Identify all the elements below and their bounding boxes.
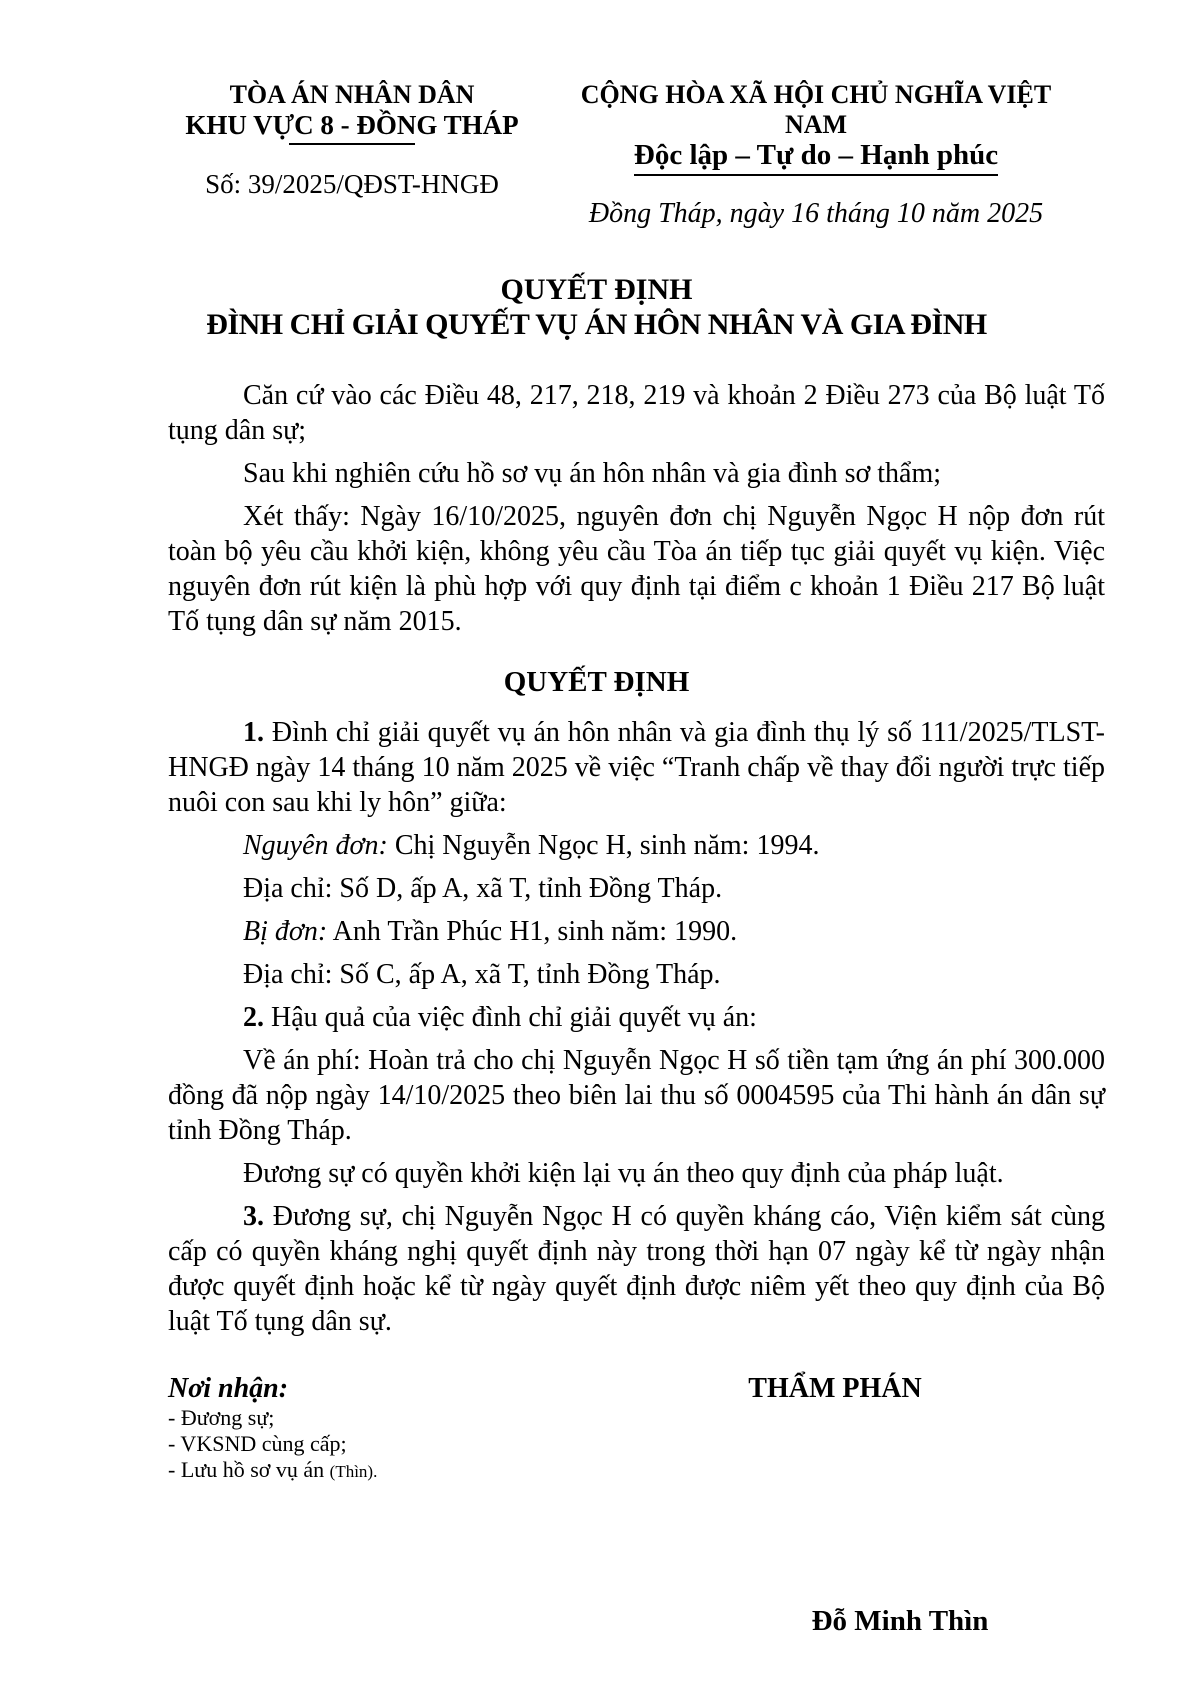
defendant-address-line: Địa chỉ: Số C, ấp A, xã T, tỉnh Đồng Tháp.	[243, 959, 721, 990]
national-motto	[560, 140, 1072, 176]
document-title	[168, 272, 1105, 342]
decision-heading: QUYẾT ĐỊNH	[503, 666, 690, 698]
section-2-text: Hậu quả của việc đình chỉ giải quyết vụ án:	[264, 1002, 757, 1033]
preamble-paragraph-case-review: Sau khi nghiên cứu hồ sơ vụ án hôn nhân và gia đình sơ thẩm;	[243, 458, 942, 489]
recipients-label: Nơi nhận:	[168, 1373, 289, 1404]
plaintiff-label: Nguyên đơn:	[243, 830, 388, 861]
defendant-value: Anh Trần Phúc H1, sinh năm: 1990.	[327, 916, 738, 947]
judge-title: THẨM PHÁN	[748, 1373, 922, 1404]
issuing-authority-block	[168, 80, 536, 230]
document-number: Số: 39/2025/QĐST-HNGĐ	[205, 169, 499, 199]
recipient-item-text: - Lưu hồ sơ vụ án	[168, 1457, 330, 1482]
plaintiff-line	[168, 828, 1105, 863]
national-header-block	[560, 80, 1072, 230]
section-3-paragraph	[168, 1199, 1105, 1339]
section-2-paragraph	[168, 1000, 1105, 1035]
signature-block	[635, 1373, 1035, 1638]
judge-name: Đỗ Minh Thìn	[811, 1605, 989, 1637]
recipient-item-note: (Thìn).	[329, 1462, 378, 1481]
recipients-block	[168, 1373, 628, 1638]
court-name-line1: TÒA ÁN NHÂN DÂN	[229, 80, 475, 109]
defendant-label: Bị đơn:	[243, 916, 328, 947]
document-content	[168, 80, 1105, 1638]
defendant-line	[168, 914, 1105, 949]
section-1-text: Đình chỉ giải quyết vụ án hôn nhân và gia đình thụ lý số 111/2025/TLST-HNGĐ ngày 14 tháng 10 năm 2025 về việc “Tranh chấp về thay đổi người trực tiếp nuôi con sau khi ly hôn” giữa:	[168, 717, 1105, 818]
place-date-line: Đồng Tháp, ngày 16 tháng 10 năm 2025	[588, 198, 1044, 229]
title-line1: QUYẾT ĐỊNH	[500, 273, 693, 306]
document-header	[168, 80, 1105, 230]
document-footer	[168, 1373, 1105, 1638]
header-divider-rule	[289, 143, 415, 145]
plaintiff-value: Chị Nguyễn Ngọc H, sinh năm: 1994.	[387, 830, 820, 861]
section-3-text: Đương sự, chị Nguyễn Ngọc H có quyền kháng cáo, Viện kiểm sát cùng cấp có quyền kháng nghị quyết định này trong thời hạn 07 ngày kể từ ngày nhận được quyết định hoặc kể từ ngày quyết định được niêm yết theo quy định của Bộ luật Tố tụng dân sự.	[168, 1201, 1105, 1337]
section-1-paragraph	[168, 715, 1105, 820]
preamble-paragraph-findings: Xét thấy: Ngày 16/10/2025, nguyên đơn chị Nguyễn Ngọc H nộp đơn rút toàn bộ yêu cầu khởi kiện, không yêu cầu Tòa án tiếp tục giải quyết vụ kiện. Việc nguyên đơn rút kiện là phù hợp với quy định tại điểm c khoản 1 Điều 217 Bộ luật Tố tụng dân sự năm 2015.	[168, 501, 1105, 637]
preamble-paragraph-legal-basis: Căn cứ vào các Điều 48, 217, 218, 219 và khoản 2 Điều 273 của Bộ luật Tố tụng dân sự;	[168, 380, 1105, 446]
section-2-right-paragraph: Đương sự có quyền khởi kiện lại vụ án theo quy định của pháp luật.	[243, 1158, 1004, 1189]
national-title: CỘNG HÒA XÃ HỘI CHỦ NGHĨA VIỆT NAM	[580, 80, 1052, 139]
section-2-fee-paragraph: Về án phí: Hoàn trả cho chị Nguyễn Ngọc H số tiền tạm ứng án phí 300.000 đồng đã nộp ngày 14/10/2025 theo biên lai thu số 0004595 của Thi hành án dân sự tỉnh Đồng Tháp.	[168, 1045, 1105, 1146]
recipient-item: - VKSND cùng cấp;	[168, 1431, 347, 1456]
plaintiff-address-line: Địa chỉ: Số D, ấp A, xã T, tỉnh Đồng Tháp.	[243, 873, 723, 904]
recipient-item: - Đương sự;	[168, 1405, 275, 1430]
section-2-number: 2.	[243, 1002, 264, 1033]
section-1-number: 1.	[243, 717, 264, 748]
title-line2: ĐÌNH CHỈ GIẢI QUYẾT VỤ ÁN HÔN NHÂN VÀ GIA ĐÌNH	[206, 308, 987, 341]
court-name-line2: KHU VỰC 8 - ĐỒNG THÁP	[185, 110, 519, 140]
section-3-number: 3.	[243, 1201, 264, 1232]
national-motto-text: Độc lập – Tự do – Hạnh phúc	[634, 140, 998, 176]
recipient-item	[168, 1457, 628, 1485]
